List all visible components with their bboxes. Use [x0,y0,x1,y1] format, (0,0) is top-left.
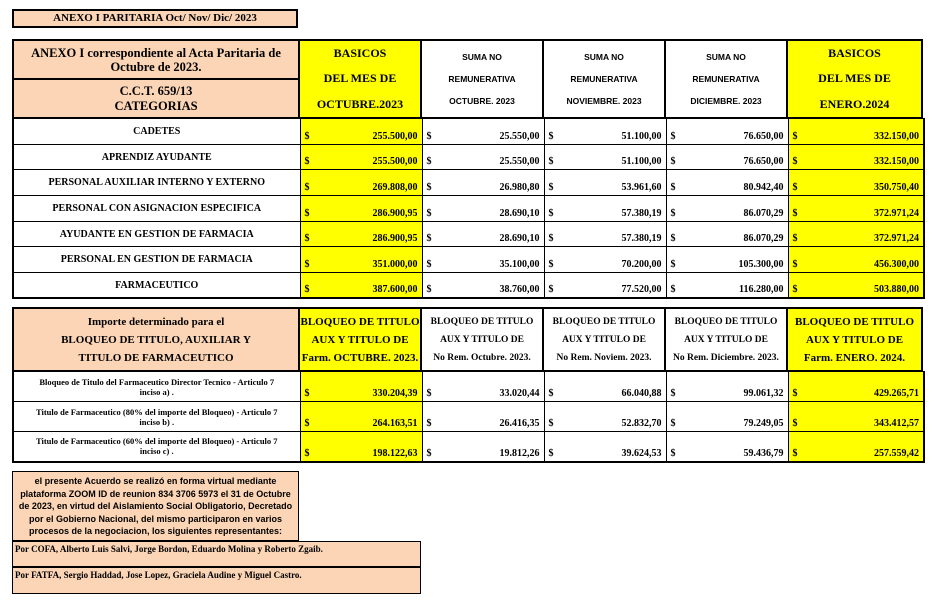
currency-symbol: $ [426,130,432,142]
amount-cell [666,119,788,145]
amount-cell [544,196,666,222]
column-header-line: DEL MES DE [818,71,891,86]
currency-symbol: $ [304,207,310,219]
currency-symbol: $ [426,388,432,399]
table-row [13,119,924,145]
amount-value: 255.500,00 [372,130,418,142]
amount-cell [544,144,666,170]
currency-symbol: $ [426,182,432,194]
amount-value: 53.961,60 [621,182,662,194]
amount-value: 51.100,00 [621,156,662,168]
category-cell: PERSONAL EN GESTION DE FARMACIA [13,247,300,273]
column-header [299,39,421,118]
column-header-line: AUX Y TITULO DE [684,334,768,345]
amount-cell [422,221,544,247]
salary-table-body [12,118,925,299]
table-row [13,144,924,170]
column-header [665,307,787,371]
amount-value: 86.070,29 [743,207,784,219]
currency-symbol: $ [304,418,310,429]
column-header-line: DEL MES DE [323,71,397,86]
column-header [421,307,543,371]
amount-cell [300,247,422,273]
amount-cell [544,402,666,432]
currency-symbol: $ [304,182,310,194]
currency-symbol: $ [548,233,554,245]
note-line: el presente Acuerdo se realizó en forma virtual mediante [34,476,277,486]
column-header [543,39,665,118]
agreement-note [12,471,299,541]
currency-symbol: $ [426,259,432,271]
amount-cell [544,372,666,402]
amount-cell [788,170,924,196]
currency-symbol: $ [304,259,310,271]
amount-cell [788,144,924,170]
column-header-line: BLOQUEO DE TITULO [674,316,778,327]
amount-value: 351.000,00 [372,259,418,271]
amount-cell [300,273,422,299]
note-line: de 2023, en virtud del Aislamiento Social Obligatorio, Decretado [18,501,293,511]
column-header-line: Farm. OCTUBRE. 2023. [301,351,419,364]
column-header-line: AUX Y TITULO DE [805,333,904,346]
column-header [543,307,665,371]
category-cell: PERSONAL CON ASIGNACION ESPECIFICA [13,196,300,222]
amount-cell [422,170,544,196]
currency-symbol: $ [548,447,554,459]
note-line: plataforma ZOOM ID de reunion 834 3706 5973 el 31 de Octubre [20,488,291,499]
title-block-header: Importe determinado para el BLOQUEO DE TITULO, AUXILIAR Y TITULO DE FARMACEUTICO [12,307,299,371]
amount-value: 332.150,00 [874,130,919,142]
amount-value: 57.380,19 [621,207,662,219]
amount-value: 286.900,95 [372,233,418,245]
amount-cell [422,247,544,273]
amount-value: 105.300,00 [738,259,784,271]
description-line: inciso c) . [139,446,174,457]
column-header-line: DICIEMBRE. 2023 [690,96,762,106]
amount-value: 35.100,00 [499,259,540,271]
amount-cell [544,247,666,273]
currency-symbol: $ [792,130,798,142]
amount-cell [788,273,924,299]
amount-value: 257.559,42 [874,447,919,459]
currency-symbol: $ [548,207,554,219]
amount-cell [788,196,924,222]
amount-cell [544,221,666,247]
amount-cell [666,273,788,299]
amount-value: 25.550,00 [499,156,540,168]
row-description [13,372,300,402]
amount-cell [300,372,422,402]
table-row [13,221,924,247]
currency-symbol: $ [304,130,310,142]
amount-cell [666,432,788,462]
currency-symbol: $ [548,156,554,168]
amount-cell [788,372,924,402]
amount-value: 332.150,00 [874,156,919,168]
column-header-line: BLOQUEO DE TITULO [795,315,914,328]
amount-value: 26.980,80 [499,182,540,194]
amount-cell [544,119,666,145]
column-header-line: AUX Y TITULO DE [440,334,524,345]
currency-symbol: $ [426,284,432,296]
amount-cell [300,221,422,247]
currency-symbol: $ [304,284,310,296]
category-cell: PERSONAL AUXILIAR INTERNO Y EXTERNO [13,170,300,196]
table-row [13,402,924,432]
currency-symbol: $ [670,284,676,296]
table-row [13,273,924,299]
amount-cell [422,119,544,145]
currency-symbol: $ [792,182,798,194]
currency-symbol: $ [792,259,798,271]
amount-value: 80.942,40 [743,182,784,194]
currency-symbol: $ [792,447,798,459]
table-row [13,247,924,273]
currency-symbol: $ [548,182,554,194]
table-row [13,170,924,196]
amount-cell [422,196,544,222]
currency-symbol: $ [548,130,554,142]
amount-value: 19.812,26 [499,447,540,459]
amount-cell [422,432,544,462]
currency-symbol: $ [670,388,676,399]
row-description [13,402,300,432]
amount-cell [422,402,544,432]
amount-cell [788,432,924,462]
amount-cell [422,144,544,170]
table-row [13,196,924,222]
amount-value: 330.204,39 [372,388,418,399]
categories-label-header: C.C.T. 659/13 CATEGORIAS [12,79,299,118]
amount-value: 25.550,00 [499,130,540,142]
currency-symbol: $ [670,233,676,245]
amount-value: 38.760,00 [499,284,540,296]
currency-symbol: $ [792,207,798,219]
column-header-line: NOVIEMBRE. 2023 [566,96,642,106]
column-header [665,39,787,118]
amount-cell [300,402,422,432]
currency-symbol: $ [670,207,676,219]
amount-value: 387.600,00 [372,284,418,296]
currency-symbol: $ [670,182,676,194]
amount-cell [666,196,788,222]
currency-symbol: $ [548,418,554,429]
column-header-line: AUX Y TITULO DE [311,333,409,346]
column-header-line: BASICOS [828,46,881,61]
currency-symbol: $ [548,284,554,296]
category-cell: FARMACEUTICO [13,273,300,299]
page-title: ANEXO I PARITARIA Oct/ Nov/ Dic/ 2023 [12,9,298,28]
currency-symbol: $ [426,156,432,168]
currency-symbol: $ [792,284,798,296]
column-header [787,307,923,371]
currency-symbol: $ [426,447,432,459]
amount-cell [666,221,788,247]
currency-symbol: $ [792,156,798,168]
currency-symbol: $ [304,156,310,168]
amount-cell [300,170,422,196]
category-cell: CADETES [13,119,300,145]
amount-value: 28.690,10 [499,207,540,219]
column-header-line: BASICOS [333,46,387,61]
amount-cell [422,372,544,402]
amount-value: 33.020,44 [499,388,540,399]
amount-cell [422,273,544,299]
amount-cell [300,144,422,170]
currency-symbol: $ [670,130,676,142]
column-header-line: OCTUBRE.2023 [316,96,404,111]
column-header-line: SUMA NO [584,52,624,62]
currency-symbol: $ [792,418,798,429]
currency-symbol: $ [792,233,798,245]
amount-value: 57.380,19 [621,233,662,245]
column-header-line: BLOQUEO DE TITULO [300,315,420,328]
amount-value: 372.971,24 [874,233,919,245]
amount-cell [544,273,666,299]
description-line: inciso a) . [139,386,174,397]
currency-symbol: $ [426,418,432,429]
column-header-line: ENERO.2024 [819,96,890,111]
table-row [13,432,924,462]
amount-value: 86.070,29 [743,233,784,245]
column-header-line: No Rem. Octubre. 2023. [433,352,531,363]
amount-value: 264.163,51 [372,418,418,429]
amount-cell [666,372,788,402]
column-header-line: REMUNERATIVA [448,74,516,84]
amount-cell [300,119,422,145]
amount-cell [788,247,924,273]
amount-cell [788,221,924,247]
currency-symbol: $ [670,447,676,459]
amount-value: 286.900,95 [372,207,418,219]
column-header-line: REMUNERATIVA [570,74,638,84]
cofa-representatives: Por COFA, Alberto Luis Salvi, Jorge Bordon, Eduardo Molina y Roberto Zgaib. [12,541,421,567]
amount-value: 70.200,00 [621,259,662,271]
amount-value: 76.650,00 [743,130,784,142]
amount-value: 79.249,05 [743,418,784,429]
note-line: procesos de la negociacion, los siguientes representantes: [28,526,283,536]
column-header-line: REMUNERATIVA [692,74,760,84]
column-header-line: SUMA NO [706,52,746,62]
amount-value: 99.061,32 [743,388,784,399]
amount-cell [666,144,788,170]
amount-cell [788,119,924,145]
note-line: por el Gobierno Nacional, del mismo participaron en varios [28,513,283,524]
amount-value: 76.650,00 [743,156,784,168]
amount-cell [666,402,788,432]
description-line: inciso b) . [139,416,175,427]
title-block-table-body [12,371,925,463]
currency-symbol: $ [792,388,798,399]
category-cell: AYUDANTE EN GESTION DE FARMACIA [13,221,300,247]
column-header-line: No Rem. Noviem. 2023. [556,352,652,363]
column-header [299,307,421,371]
fatfa-representatives: Por FATFA, Sergio Haddad, Jose Lopez, Graciela Audine y Miguel Castro. [12,567,421,594]
amount-cell [544,432,666,462]
amount-value: 39.624,53 [621,447,662,459]
column-header-line: SUMA NO [462,52,502,62]
amount-cell [666,170,788,196]
column-header-line: OCTUBRE. 2023 [449,96,515,106]
currency-symbol: $ [426,233,432,245]
column-header [421,39,543,118]
currency-symbol: $ [548,259,554,271]
column-header [787,39,923,118]
currency-symbol: $ [304,447,310,459]
amount-value: 51.100,00 [621,130,662,142]
currency-symbol: $ [304,233,310,245]
amount-cell [788,402,924,432]
currency-symbol: $ [548,388,554,399]
amount-cell [300,432,422,462]
amount-value: 52.832,70 [621,418,662,429]
amount-value: 269.808,00 [372,182,418,194]
description-line: Titulo de Farmaceutico (60% del importe del Bloqueo) - Articulo 7 [35,436,278,447]
amount-value: 116.280,00 [739,284,784,296]
amount-cell [666,247,788,273]
category-cell: APRENDIZ AYUDANTE [13,144,300,170]
column-header-line: Farm. ENERO. 2024. [803,351,906,364]
amount-value: 255.500,00 [372,156,418,168]
column-header-line: BLOQUEO DE TITULO [430,316,534,327]
amount-cell [544,170,666,196]
amount-value: 372.971,24 [874,207,919,219]
currency-symbol: $ [426,207,432,219]
amount-value: 350.750,40 [874,182,919,194]
amount-value: 59.436,79 [743,447,784,459]
amount-cell [300,196,422,222]
amount-value: 28.690,10 [499,233,540,245]
description-line: Titulo de Farmaceutico (80% del importe del Bloqueo) - Articulo 7 [35,406,278,417]
currency-symbol: $ [304,388,310,399]
currency-symbol: $ [670,156,676,168]
amount-value: 77.520,00 [621,284,662,296]
amount-value: 503.880,00 [874,284,919,296]
amount-value: 66.040,88 [621,388,662,399]
column-header-line: No Rem. Diciembre. 2023. [673,352,779,363]
amount-value: 343.412,57 [874,418,919,429]
table-row [13,372,924,402]
amount-value: 429.265,71 [874,388,919,399]
amount-value: 456.300,00 [874,259,919,271]
currency-symbol: $ [670,418,676,429]
description-line: Bloqueo de Titulo del Farmaceutico Director Tecnico - Articulo 7 [39,376,275,387]
amount-value: 26.416,35 [499,418,540,429]
column-header-line: BLOQUEO DE TITULO [552,316,656,327]
categories-header: ANEXO I correspondiente al Acta Paritaria de Octubre de 2023. [12,39,299,79]
amount-value: 198.122,63 [372,447,418,459]
currency-symbol: $ [670,259,676,271]
row-description [13,432,300,462]
column-header-line: AUX Y TITULO DE [562,334,646,345]
